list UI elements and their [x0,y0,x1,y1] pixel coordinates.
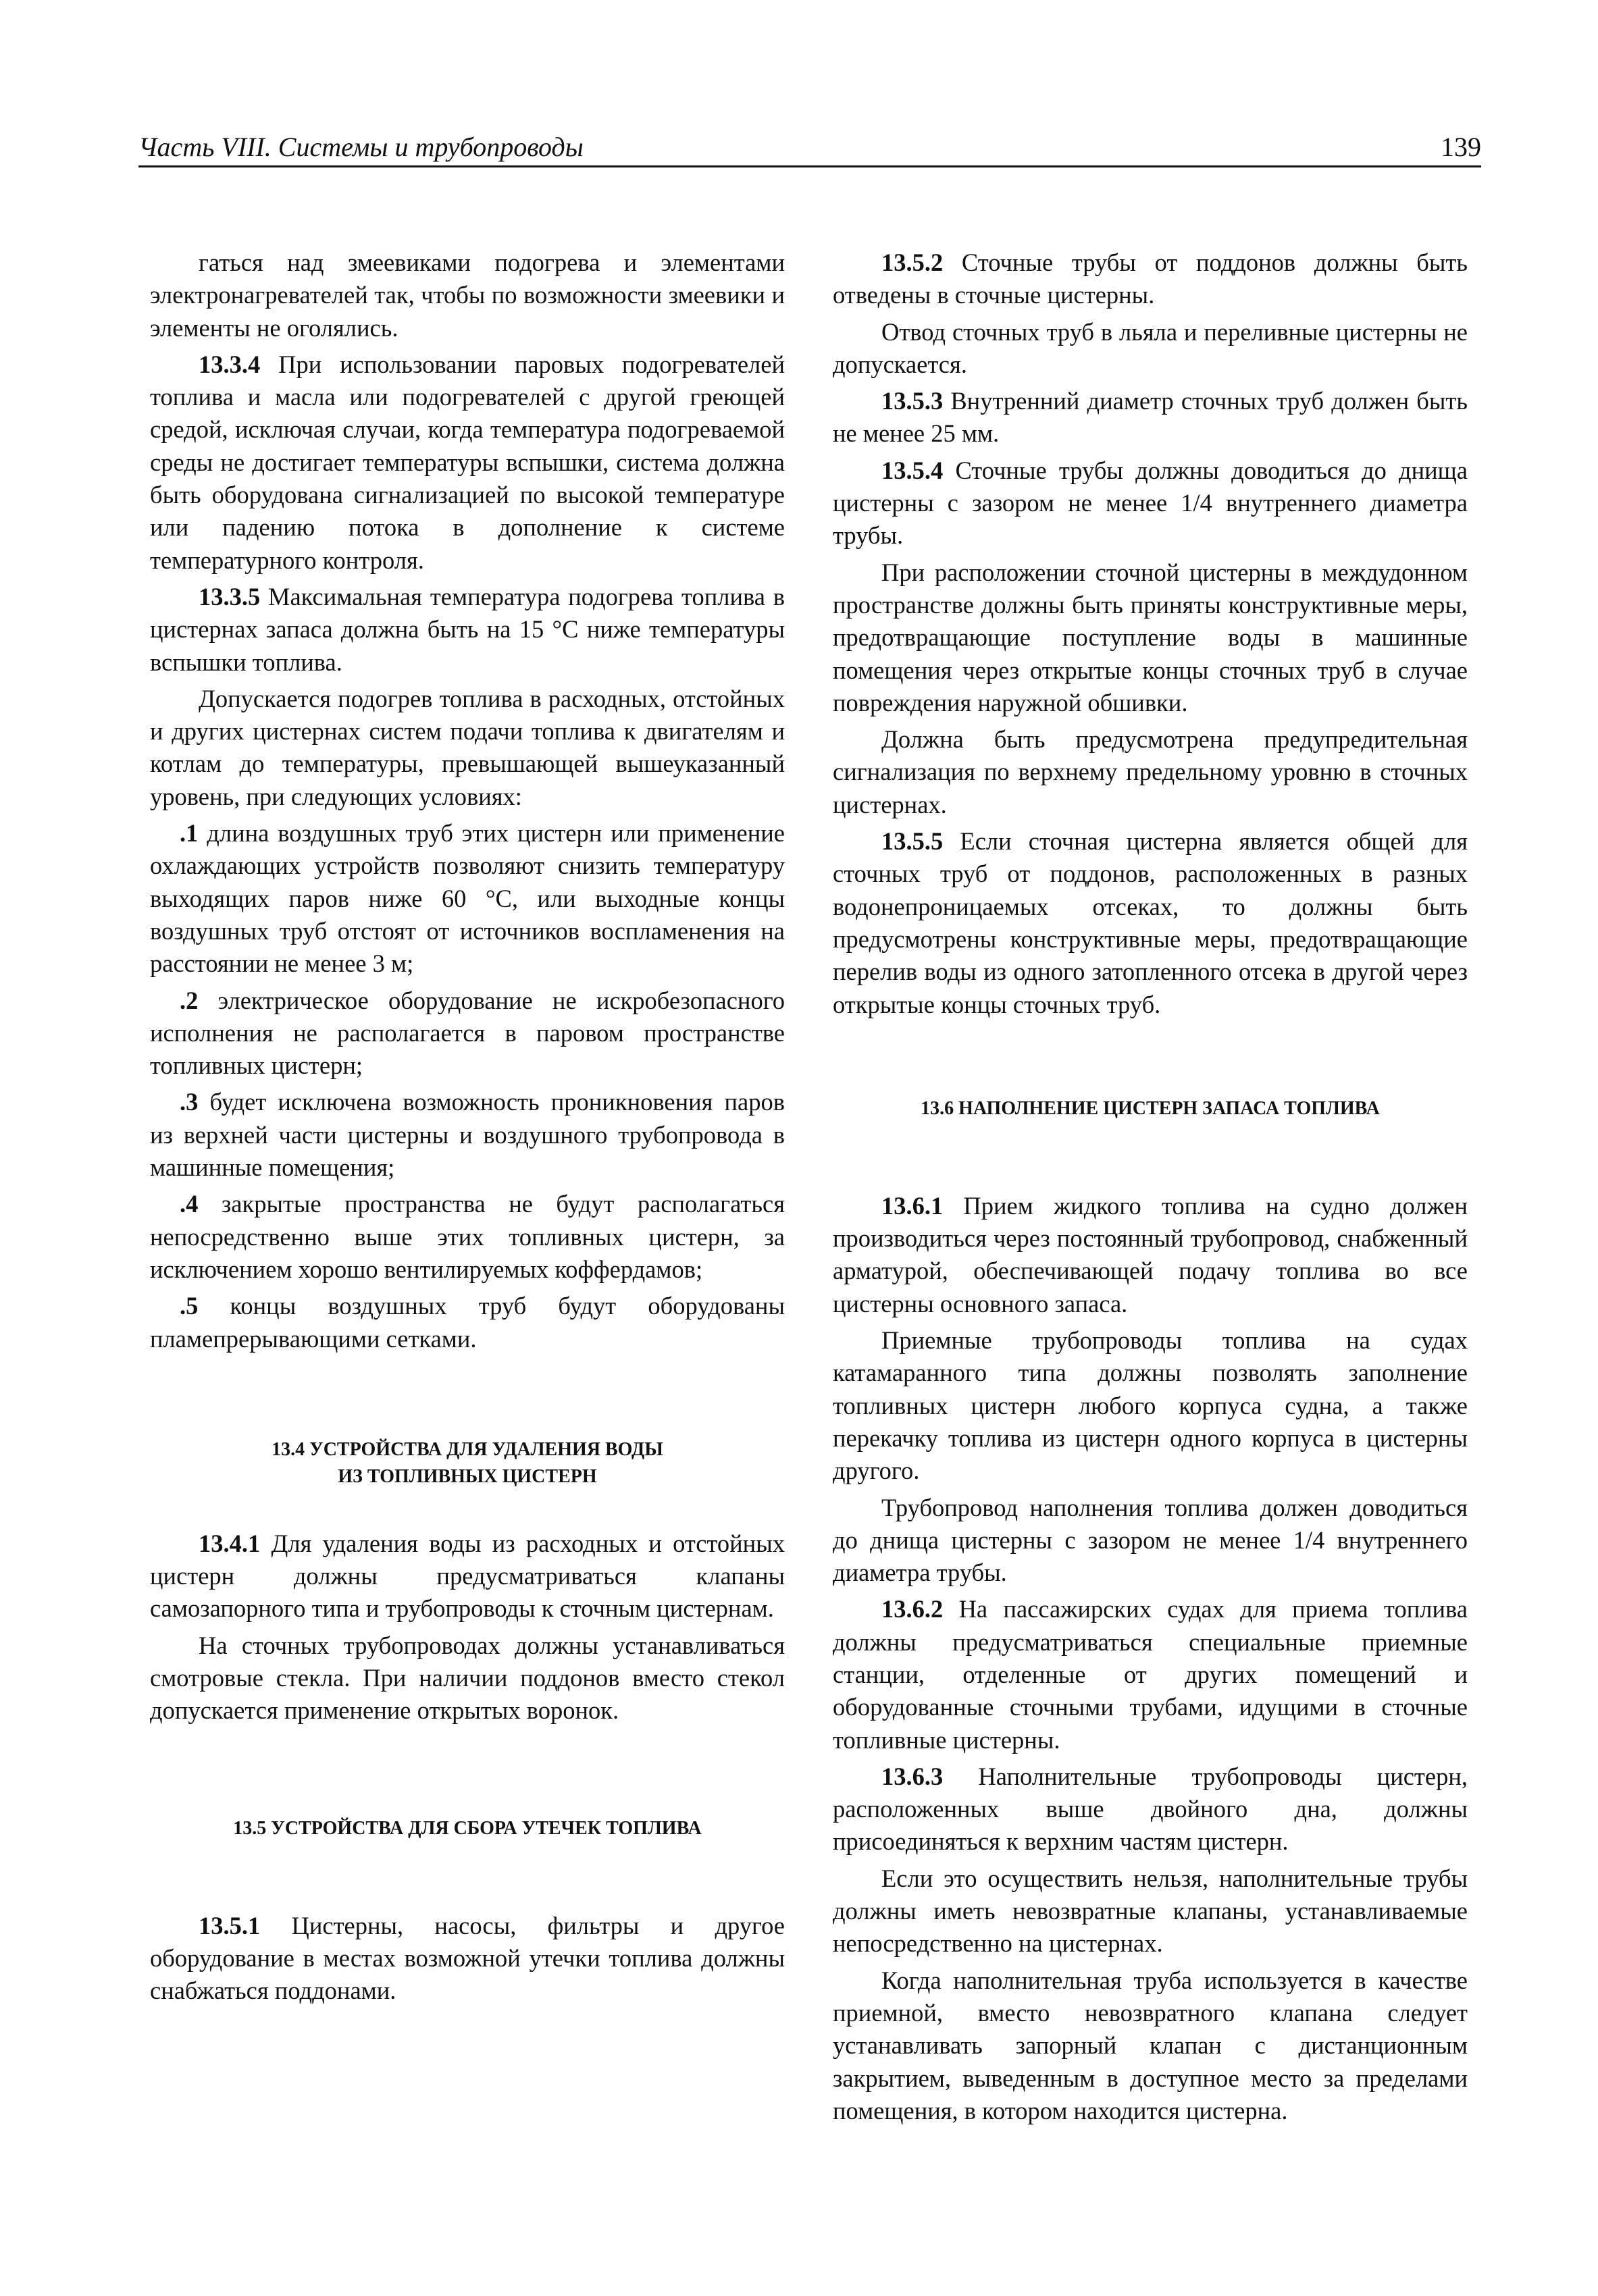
clause-text: Внутренний диаметр сточных труб должен быть не менее 25 мм. [833,387,1468,448]
page-number: 139 [1441,132,1481,162]
list-item-text: электрическое оборудование не искробезопасного исполнения не располагается в паровом пространстве топливных цистерн; [150,986,785,1080]
clause-13-6-2 [833,1593,1468,1756]
list-item-number: .3 [180,1088,199,1116]
list-item [150,817,785,980]
list-item [150,985,785,1082]
running-title: Часть VIII. Системы и трубопроводы [138,132,584,162]
paragraph-outlet: Отвод сточных труб в льяла и переливные цистерны не допускается. [833,317,1468,378]
clause-number: 13.6.2 [881,1595,944,1623]
paragraph-catamaran: Приемные трубопроводы топлива на судах катамаранного типа должны позволять заполнение топливных цистерн любого корпуса судна, а также перекачку топлива из цистерн одного корпуса в цистерны другого. [833,1326,1468,1485]
list-item [150,1188,785,1286]
paragraph-alarm: Должна быть предусмотрена предупредительная сигнализация по верхнему предельному уровню в сточных цистернах. [833,725,1468,818]
section-heading-line: 13.4 УСТРОЙСТВА ДЛЯ УДАЛЕНИЯ ВОДЫ [272,1438,663,1460]
clause-13-3-5 [150,581,785,679]
clause-text: Сточные трубы должны доводиться до днища цистерны с зазором не менее 1/4 внутреннего диаметра трубы. [833,456,1468,550]
section-heading-13-4 [150,1436,785,1490]
paragraph-double-bottom: При расположении сточной цистерны в междудонном пространстве должны быть приняты конструктивные меры, предотвращающие поступление воды в машинные помещения через открытые концы сточных труб в случае повреждения наружной обшивки. [833,558,1468,716]
clause-number: 13.3.4 [199,350,261,378]
list-item-number: .1 [180,819,199,847]
clause-13-4-1 [150,1528,785,1625]
clause-text: Для удаления воды из расходных и отстойных цистерн должны предусматриваться клапаны самозапорного типа и трубопроводы к сточным цистернам. [150,1529,785,1623]
clause-13-5-4 [833,454,1468,552]
paragraph-filling-pipe: Трубопровод наполнения топлива должен доводиться до днища цистерны с зазором не менее 1/4 внутреннего диаметра трубы. [833,1493,1468,1587]
list-item-text: будет исключена возможность проникновения паров из верхней части цистерны и воздушного трубопровода в машинные помещения; [150,1088,785,1182]
list-item-number: .4 [180,1190,199,1218]
clause-number: 13.5.3 [881,387,944,415]
clause-text: Сточные трубы от поддонов должны быть отведены в сточные цистерны. [833,249,1468,309]
list-item-text: концы воздушных труб будут оборудованы пламепрерывающими сетками. [150,1292,785,1353]
clause-text: Прием жидкого топлива на судно должен производиться через постоянный трубопровод, снабженный арматурой, обеспечивающей подачу топлива во все цистерны основного запаса. [833,1191,1468,1317]
clause-13-6-3 [833,1760,1468,1858]
clause-text: Максимальная температура подогрева топлива в цистернах запаса должна быть на 15 °С ниже температуры вспышки топлива. [150,582,785,676]
clause-text: При использовании паровых подогревателей топлива и масла или подогревателей с другой греющей средой, исключая случаи, когда температура подогреваемой среды не достигает температуры вспышки, система должна быть оборудована сигнализацией по высокой температуре или падению потока в дополнение к системе температурного контроля. [150,350,785,574]
paragraph-continued: гаться над змеевиками подогрева и элементами электронагревателей так, чтобы по возможности змеевики и элементы не оголялись. [150,249,785,342]
clause-number: 13.6.3 [881,1762,944,1790]
section-heading-line: ИЗ ТОПЛИВНЫХ ЦИСТЕРН [338,1465,597,1487]
paragraph-heating-allowed: Допускается подогрев топлива в расходных, отстойных и других цистернах систем подачи топлива к двигателям и котлам до температуры, превышающей вышеуказанный уровень, при следующих условиях: [150,684,785,810]
clause-number: 13.3.5 [199,582,261,610]
clause-text: Цистерны, насосы, фильтры и другое оборудование в местах возможной утечки топлива должны снабжаться поддонами. [150,1911,785,2005]
list-item-text: закрытые пространства не будут располагаться непосредственно выше этих топливных цистерн, за исключением хорошо вентилируемых коффердамов; [150,1190,785,1283]
clause-13-6-1 [833,1190,1468,1320]
clause-number: 13.5.1 [199,1911,261,1939]
clause-number: 13.5.2 [881,249,944,276]
clause-text: Наполнительные трубопроводы цистерн, расположенных выше двойного дна, должны присоединяться к верхним частям цистерн. [833,1762,1468,1856]
clause-number: 13.5.4 [881,456,944,484]
list-item-number: .2 [180,986,199,1014]
clause-13-5-1 [150,1910,785,2008]
clause-13-3-4 [150,348,785,577]
section-heading-13-5: 13.5 УСТРОЙСТВА ДЛЯ СБОРА УТЕЧЕК ТОПЛИВА [233,1817,702,1839]
clause-13-5-2 [833,246,1468,312]
clause-number: 13.6.1 [881,1191,944,1220]
clause-13-5-5 [833,825,1468,1021]
left-column [150,246,785,2011]
list-item [150,1086,785,1184]
list-item-text: длина воздушных труб этих цистерн или применение охлаждающих устройств позволяют снизить температуру выходящих паров ниже 60 °С, или выходные концы воздушных труб отстоят от источников воспламенения на расстоянии не менее 3 м; [150,819,785,978]
paragraph-sight-glasses: На сточных трубопроводах должны устанавливаться смотровые стекла. При наличии поддонов вместо стекол допускается применение открытых воронок. [150,1631,785,1725]
clause-text: На пассажирских судах для приема топлива должны предусматриваться специальные приемные станции, отделенные от других помещений и оборудованные сточными трубами, идущими в сточные топливные цистерны. [833,1595,1468,1754]
section-heading-13-6: 13.6 НАПОЛНЕНИЕ ЦИСТЕРН ЗАПАСА ТОПЛИВА [921,1097,1380,1119]
page-header [138,125,1481,167]
list-item-number: .5 [180,1292,199,1320]
clause-number: 13.5.5 [881,827,944,856]
paragraph-suction: Когда наполнительная труба используется в качестве приемной, вместо невозвратного клапана следует устанавливать запорный клапан с дистанционным закрытием, выведенным в доступное место за пределами помещения, в котором находится цистерна. [833,1966,1468,2124]
clause-number: 13.4.1 [199,1529,261,1557]
clause-text: Если сточная цистерна является общей для сточных труб от поддонов, расположенных в разных водонепроницаемых отсеках, то должны быть предусмотрены конструктивные меры, предотвращающие перелив воды из одного затопленного отсека в другой через открытые концы сточных труб. [833,827,1468,1018]
clause-13-5-3 [833,385,1468,450]
right-column [833,246,1468,2131]
list-item [150,1290,785,1355]
paragraph-non-return: Если это осуществить нельзя, наполнительные трубы должны иметь невозвратные клапаны, устанавливаемые непосредственно на цистернах. [833,1864,1468,1958]
